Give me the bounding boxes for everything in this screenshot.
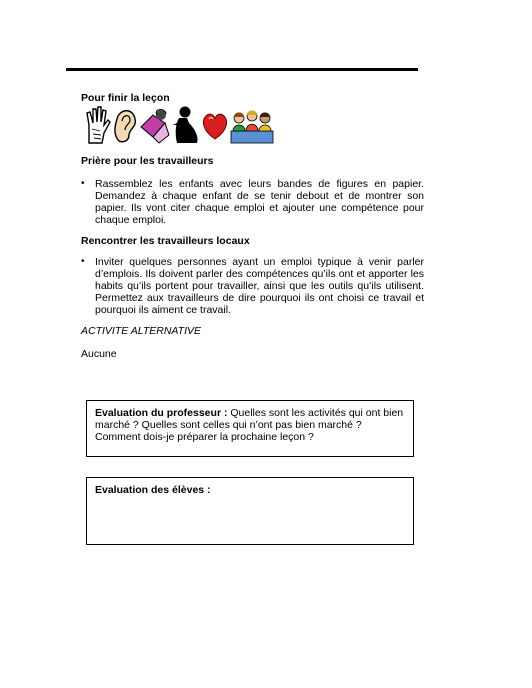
bullet-icon: • (81, 256, 85, 267)
ear-icon (115, 111, 135, 142)
teacher-eval-label: Evaluation du professeur : (95, 407, 228, 419)
header-rule (66, 68, 418, 71)
meet-bullet-text: Inviter quelques personnes ayant un emploi typique à venir parler d’emplois. Ils doivent parler des compétences qu’ils ont et apporter les habits qu’ils portent pour travailler, ainsi que les outils qu’ils utilisent. Permettez aux travailleurs de dire pourquoi ils ont choisi ce travail et pourquoi ils aiment ce travail. (95, 256, 424, 316)
craft-hands-icon (141, 110, 169, 143)
hand-icon (87, 107, 110, 143)
meet-bullet (81, 256, 424, 316)
student-eval-label: Evaluation des élèves : (95, 484, 211, 496)
prayer-bullet (81, 178, 424, 226)
alternative-text: Aucune (81, 348, 117, 360)
prayer-heading: Prière pour les travailleurs (81, 155, 214, 167)
activity-icons (85, 105, 275, 145)
prayer-bullet-text: Rassemblez les enfants avec leurs bandes de figures en papier. Demandez à chaque enfant de se tenir debout et de montrer son papier. Ils vont citer chaque emploi et ajouter une compétence pour chaque emploi. (95, 178, 424, 226)
lesson-end-heading: Pour finir la leçon (81, 92, 170, 104)
teacher-eval-box (86, 400, 414, 457)
meet-heading: Rencontrer les travailleurs locaux (81, 235, 250, 247)
heart-icon (203, 114, 226, 139)
student-eval-box (86, 477, 414, 545)
praying-person-icon (173, 107, 198, 144)
children-group-icon (231, 111, 273, 144)
bullet-icon: • (81, 178, 85, 189)
alternative-title: ACTIVITE ALTERNATIVE (81, 325, 201, 337)
teacher-eval-text: Quelles sont les activités qui ont bien marché ? Quelles sont celles qui n’ont pas bien marché ? Comment dois-je préparer la prochaine leçon ? (95, 407, 404, 443)
